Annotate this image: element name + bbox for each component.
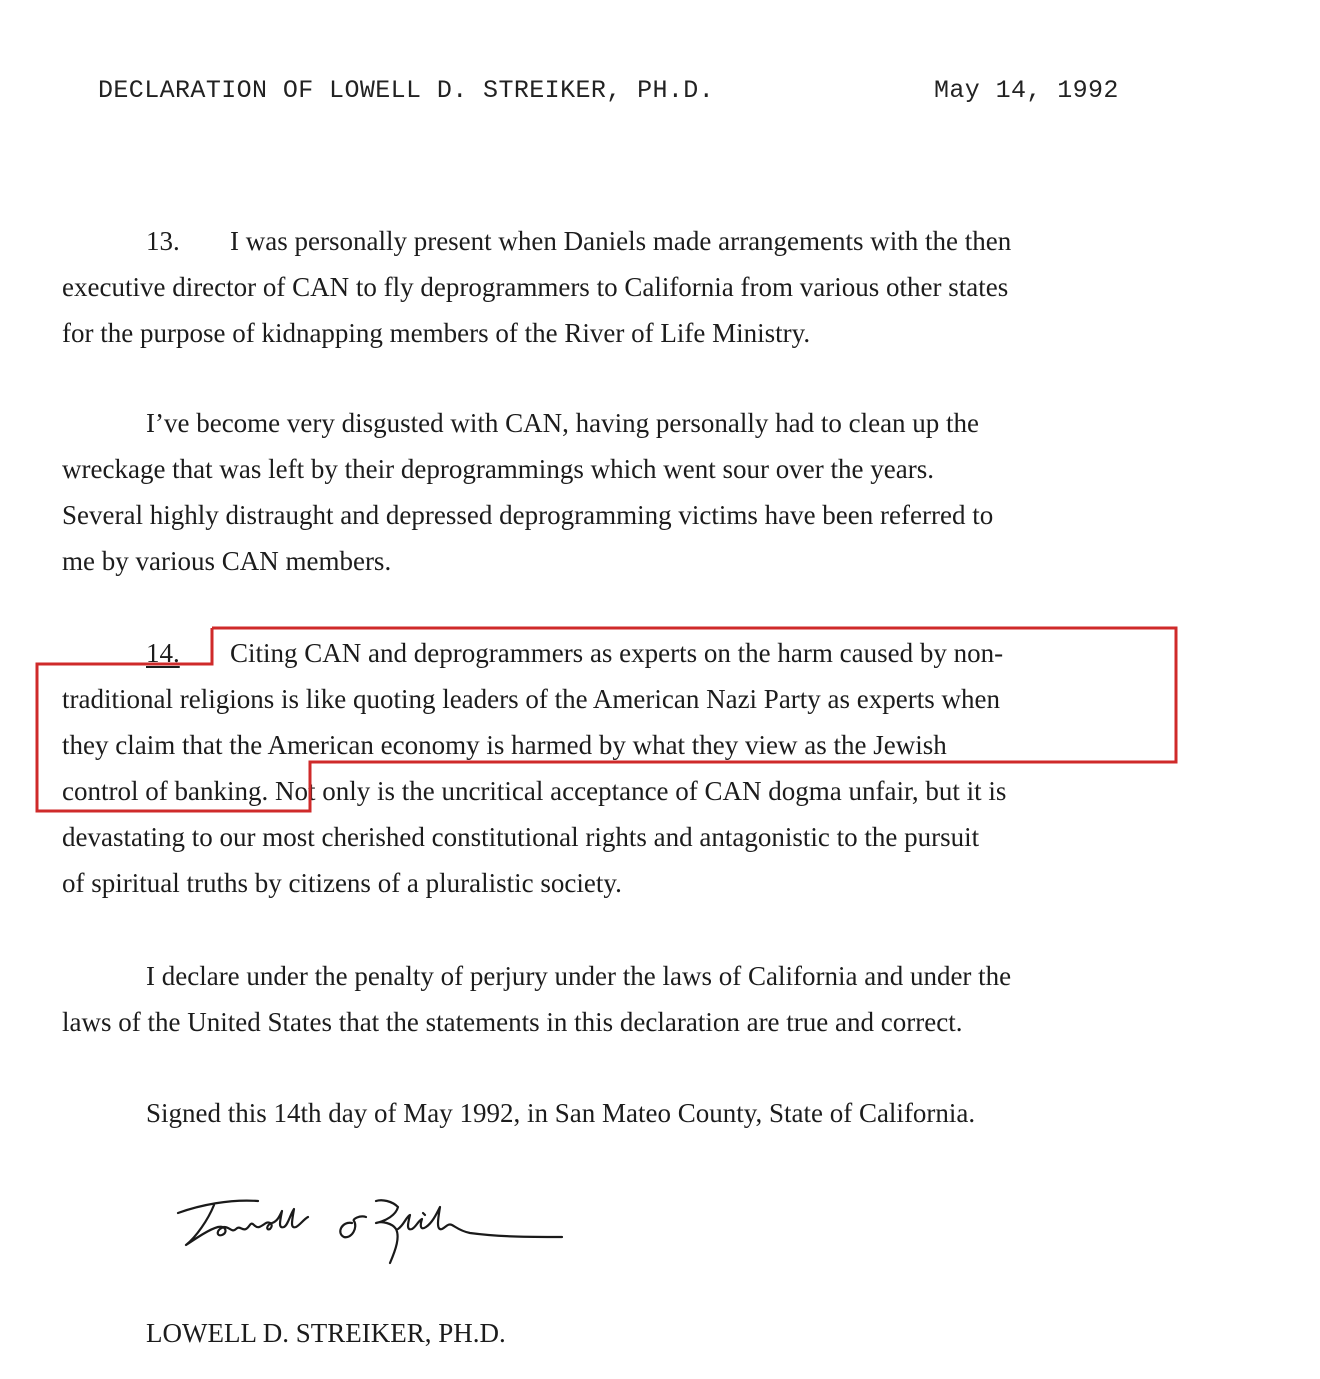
paragraph-line: I was personally present when Daniels made arrangements with the then bbox=[230, 226, 1012, 256]
paragraph-14 bbox=[62, 630, 1167, 906]
paragraph-line: of spiritual truths by citizens of a pluralistic society. bbox=[62, 868, 622, 898]
paragraph-number: 14. bbox=[146, 638, 180, 668]
document-title: DECLARATION OF LOWELL D. STREIKER, PH.D. bbox=[98, 76, 715, 105]
printed-name: LOWELL D. STREIKER, PH.D. bbox=[146, 1318, 506, 1348]
declaration-paragraph bbox=[62, 953, 1167, 1045]
document-header bbox=[98, 76, 1148, 112]
handwritten-signature bbox=[170, 1185, 580, 1280]
paragraph-line: Citing CAN and deprogrammers as experts on the harm caused by non- bbox=[230, 638, 1004, 668]
paragraph-line: I declare under the penalty of perjury under the laws of California and under the bbox=[146, 961, 1012, 991]
paragraph-13-continued bbox=[62, 400, 1167, 584]
paragraph-number: 13. bbox=[146, 226, 180, 256]
paragraph-13 bbox=[62, 218, 1167, 356]
paragraph-line: Several highly distraught and depressed deprogramming victims have been referred to bbox=[62, 500, 994, 530]
paragraph-line: wreckage that was left by their deprogrammings which went sour over the years. bbox=[62, 454, 934, 484]
paragraph-line: control of banking. Not only is the uncritical acceptance of CAN dogma unfair, but it is bbox=[62, 776, 1007, 806]
paragraph-line: devastating to our most cherished constitutional rights and antagonistic to the pursuit bbox=[62, 822, 980, 852]
paragraph-line: they claim that the American economy is harmed by what they view as the Jewish bbox=[62, 730, 947, 760]
paragraph-line: me by various CAN members. bbox=[62, 546, 392, 576]
paragraph-line: traditional religions is like quoting leaders of the American Nazi Party as experts when bbox=[62, 684, 1000, 714]
paragraph-line: I’ve become very disgusted with CAN, having personally had to clean up the bbox=[146, 408, 980, 438]
signed-statement bbox=[146, 1090, 1251, 1136]
signature-image bbox=[170, 1185, 580, 1280]
paragraph-line: for the purpose of kidnapping members of the River of Life Ministry. bbox=[62, 318, 811, 348]
paragraph-line: executive director of CAN to fly deprogrammers to California from various other states bbox=[62, 272, 1009, 302]
paragraph-line: laws of the United States that the statements in this declaration are true and correct. bbox=[62, 1007, 963, 1037]
document-date: May 14, 1992 bbox=[934, 76, 1119, 105]
signed-line: Signed this 14th day of May 1992, in San Mateo County, State of California. bbox=[146, 1098, 976, 1128]
